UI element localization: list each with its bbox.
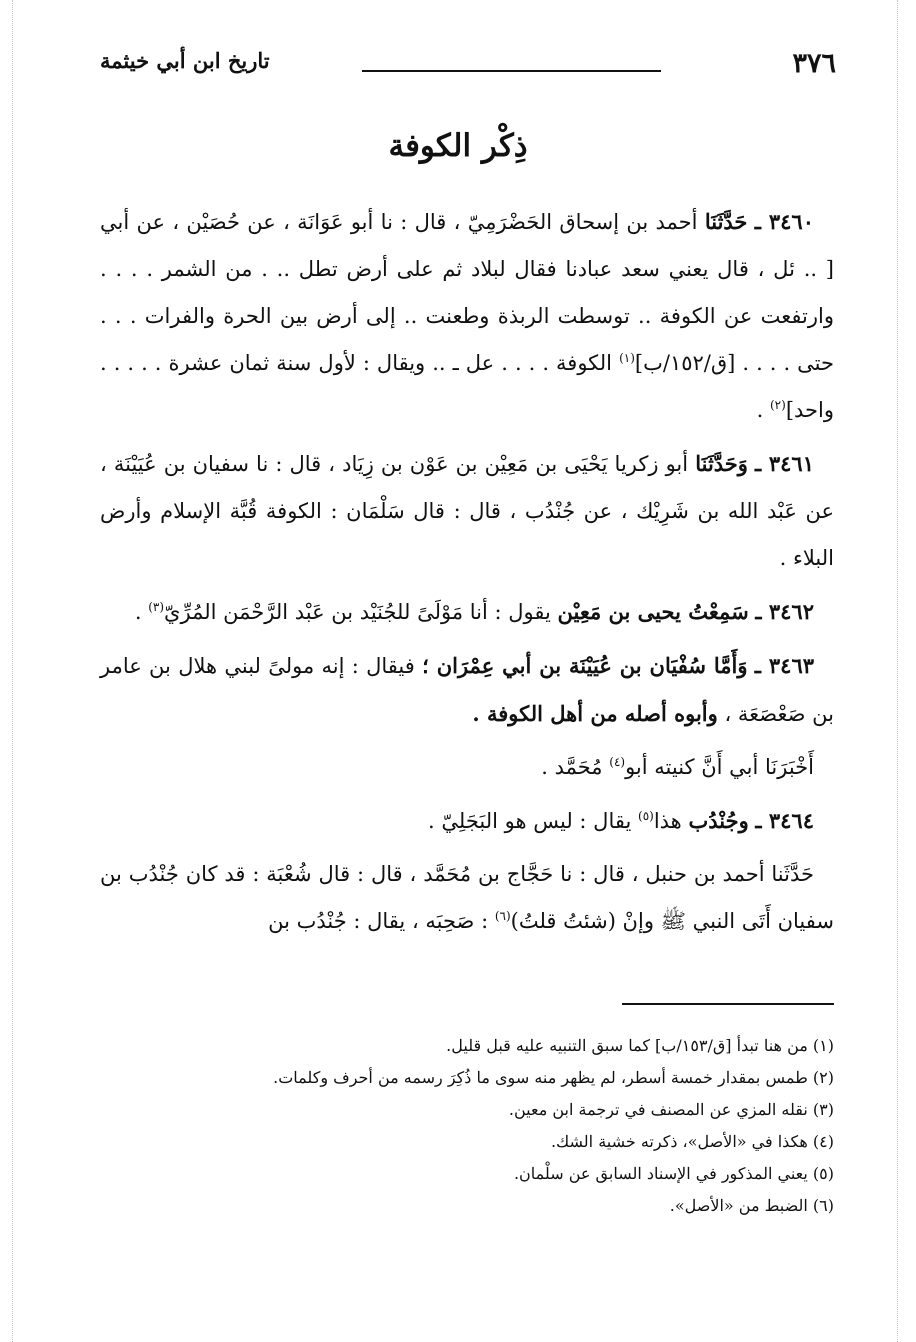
paragraph-text: حَدَّثَنا أحمد بن حنبل ، قال : نا حَجَّاج بن مُحَمَّد ، قال : قال شُعْبَة : قد كان جُنْدُب بن سفيان أَتَى النبي ﷺ وإنْ (شئتُ قلتُ) (100, 862, 834, 933)
paragraph-text: يقول : أنا مَوْلَىً للجُنَيْد بن عَبْد الرَّحْمَن المُرِّيّ (164, 600, 551, 624)
footnote-separator (622, 1003, 834, 1005)
paragraph-text: أبو زكريا يَحْيَى بن مَعِيْن بن عَوْن بن زِيَاد ، قال : نا سفيان بن عُيَيْنَة ، عن عَبْد الله بن شَرِيْك ، عن جُنْدُب ، قال : قال سَلْمَان : الكوفة قُبَّة الإسلام وأرض البلاء . (100, 452, 834, 570)
page-header (100, 48, 836, 88)
footnote-4: (٤) هكذا في «الأصل»، ذكرته خشية الشك. (550, 1132, 834, 1151)
footnote-ref: (٢) (769, 398, 786, 412)
paragraph-text: أحمد بن إسحاق الحَضْرَمِيّ ، قال : نا أبو عَوَانَة ، عن حُصَيْن ، عن أبي [ .. ئل ، قال يعني سعد عبادنا فقال لبلاد ثم على أرض تطل .. . من الشمر . . . . وارتفعت عن الكوفة .. توسطت الربذة وطعنت .. إلى أرض بين الحرة والفرات . . . حتى . . . . [ق/١٥٢/ب] (100, 210, 834, 375)
hadith-number: ٣٤٦١ ـ (755, 451, 814, 476)
left-margin-dots (12, 0, 13, 1342)
hadith-number: ٣٤٦٣ ـ (754, 653, 815, 678)
chain-lead: وجُنْدُب (688, 808, 749, 833)
right-margin-dots (897, 0, 898, 1342)
footnote-ref: (٥) (638, 809, 654, 823)
chain-lead: سَمِعْتُ يحيى بن مَعِيْن (557, 599, 749, 624)
paragraph-tail: : صَحِبَه ، يقال : جُنْدُب بن (268, 909, 489, 933)
header-rule (362, 70, 661, 72)
paragraph-text: الكوفة . . . . عل ـ .. ويقال : لأول سنة ثمان عشرة . . . . . واحد] (100, 351, 834, 422)
footnotes (100, 1030, 834, 1222)
footnote-ref: (١) (619, 351, 635, 365)
footnote-6: (٦) الضبط من «الأصل». (669, 1196, 834, 1215)
book-title: تاريخ ابن أبي خيثمة (100, 48, 270, 73)
footnote-ref: (٣) (148, 600, 165, 614)
footnote-ref: (٤) (609, 755, 626, 769)
paragraph-3462 (100, 588, 834, 636)
paragraph-tail: مُحَمَّد . (541, 755, 603, 779)
section-title: ذِكْر الكوفة (388, 128, 528, 164)
chain-lead: وَحَدَّثَنَا (695, 451, 748, 476)
paragraph-3464 (100, 797, 834, 845)
hadith-number: ٣٤٦٢ ـ (755, 599, 814, 624)
paragraph-text: هذا (653, 809, 682, 833)
footnote-5: (٥) يعني المذكور في الإسناد السابق عن سلْمان. (513, 1164, 834, 1183)
paragraph-3460 (100, 198, 834, 434)
paragraph-tail: يقال : ليس هو البَجَلِيّ . (428, 809, 632, 833)
paragraph-text: فيقال : إنه مولىً لبني هلال بن عامر بن صَعْصَعَة ، (100, 654, 834, 726)
chain-lead: وَأَمَّا سُفْيَان بن عُيَيْنَة بن أبي عِمْرَان ؛ (422, 653, 748, 678)
paragraph-bold-text: وأبوه أصله من أهل الكوفة . (472, 701, 718, 726)
paragraph-tail: . (756, 398, 764, 422)
paragraph-3461 (100, 440, 834, 582)
footnote-2: (٢) طمس بمقدار خمسة أسطر، لم يظهر منه سوى ما ذُكِرَ رسمه من أحرف وكلمات. (273, 1068, 834, 1087)
footnote-ref: (٦) (494, 909, 511, 923)
paragraph-3463 (100, 642, 834, 738)
main-text (100, 198, 834, 951)
paragraph-text: أَخْبَرَنَا أبي أَنَّ كنيته أبو (625, 755, 814, 779)
footnote-3: (٣) نقله المزي عن المصنف في ترجمة ابن معين. (508, 1100, 834, 1119)
paragraph-jundub (100, 851, 834, 945)
hadith-number: ٣٤٦٠ ـ (754, 209, 814, 234)
paragraph-kunya (100, 744, 834, 791)
page-number: ٣٧٦ (792, 48, 836, 79)
footnote-1: (١) من هنا تبدأ [ق/١٥٣/ب] كما سبق التنبيه عليه قبل قليل. (446, 1036, 834, 1055)
hadith-number: ٣٤٦٤ ـ (755, 808, 814, 833)
chain-lead: حَدَّثَنَا (704, 209, 748, 234)
paragraph-tail: . (134, 600, 142, 624)
